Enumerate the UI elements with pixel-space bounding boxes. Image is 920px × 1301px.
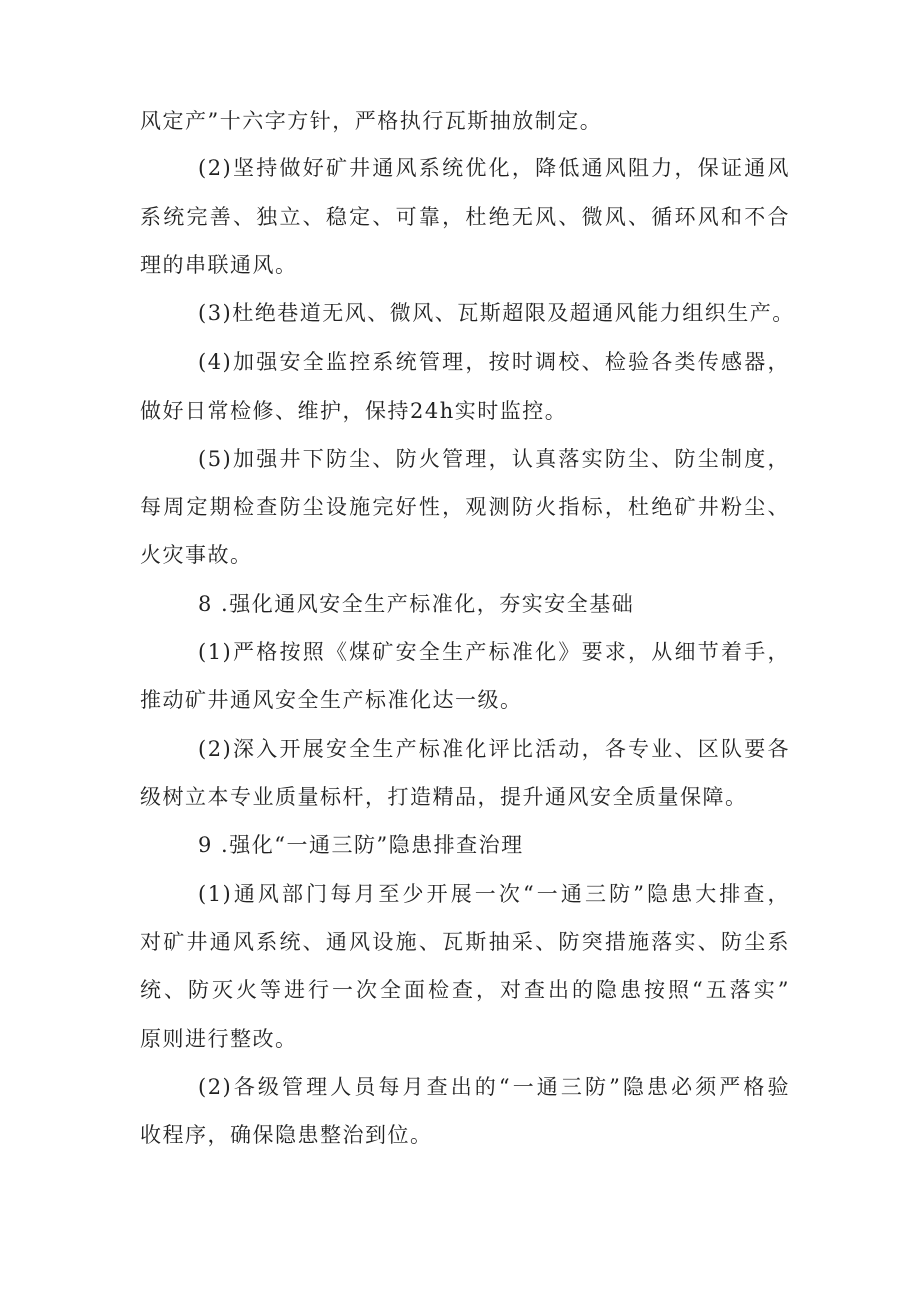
text-line: (4)加强安全监控系统管理，按时调校、检验各类传感器， — [198, 350, 790, 374]
text-line: 原则进行整改。 — [140, 1027, 298, 1051]
text-line: 推动矿井通风安全生产标准化达一级。 — [140, 688, 523, 712]
text-line: (5)加强井下防尘、防火管理，认真落实防尘、防尘制度， — [198, 447, 790, 471]
text-line: 级树立本专业质量标杆，打造精品，提升通风安全质量保障。 — [140, 785, 748, 809]
section-heading: 9 .强化“一通三防”隐患排查治理 — [198, 833, 524, 857]
text-line: (2)坚持做好矿井通风系统优化，降低通风阻力，保证通风 — [198, 156, 790, 180]
text-line: (2)深入开展安全生产标准化评比活动，各专业、区队要各 — [198, 737, 790, 761]
text-line: (3)杜绝巷道无风、微风、瓦斯超限及超通风能力组织生产。 — [198, 301, 795, 325]
text-line: (1)严格按照《煤矿安全生产标准化》要求，从细节着手， — [198, 640, 790, 664]
text-line: 火灾事故。 — [140, 543, 253, 567]
text-line: 收程序，确保隐患整治到位。 — [140, 1123, 433, 1147]
text-line: 做好日常检修、维护，保持24h实时监控。 — [140, 399, 568, 423]
text-line: 风定产”十六字方针，严格执行瓦斯抽放制定。 — [140, 109, 603, 133]
text-line: 统、防灭火等进行一次全面检查，对查出的隐患按照“五落实” — [140, 978, 790, 1002]
section-heading: 8 .强化通风安全生产标准化，夯实安全基础 — [198, 592, 635, 616]
text-line: 每周定期检查防尘设施完好性，观测防火指标，杜绝矿井粉尘、 — [140, 495, 790, 519]
text-line: (2)各级管理人员每月查出的“一通三防”隐患必须严格验 — [198, 1075, 790, 1099]
text-line: 对矿井通风系统、通风设施、瓦斯抽采、防突措施落实、防尘系 — [140, 930, 790, 954]
text-line: (1)通风部门每月至少开展一次“一通三防”隐患大排查， — [198, 882, 790, 906]
text-line: 系统完善、独立、稳定、可靠，杜绝无风、微风、循环风和不合 — [140, 205, 790, 229]
text-line: 理的串联通风。 — [140, 253, 298, 277]
